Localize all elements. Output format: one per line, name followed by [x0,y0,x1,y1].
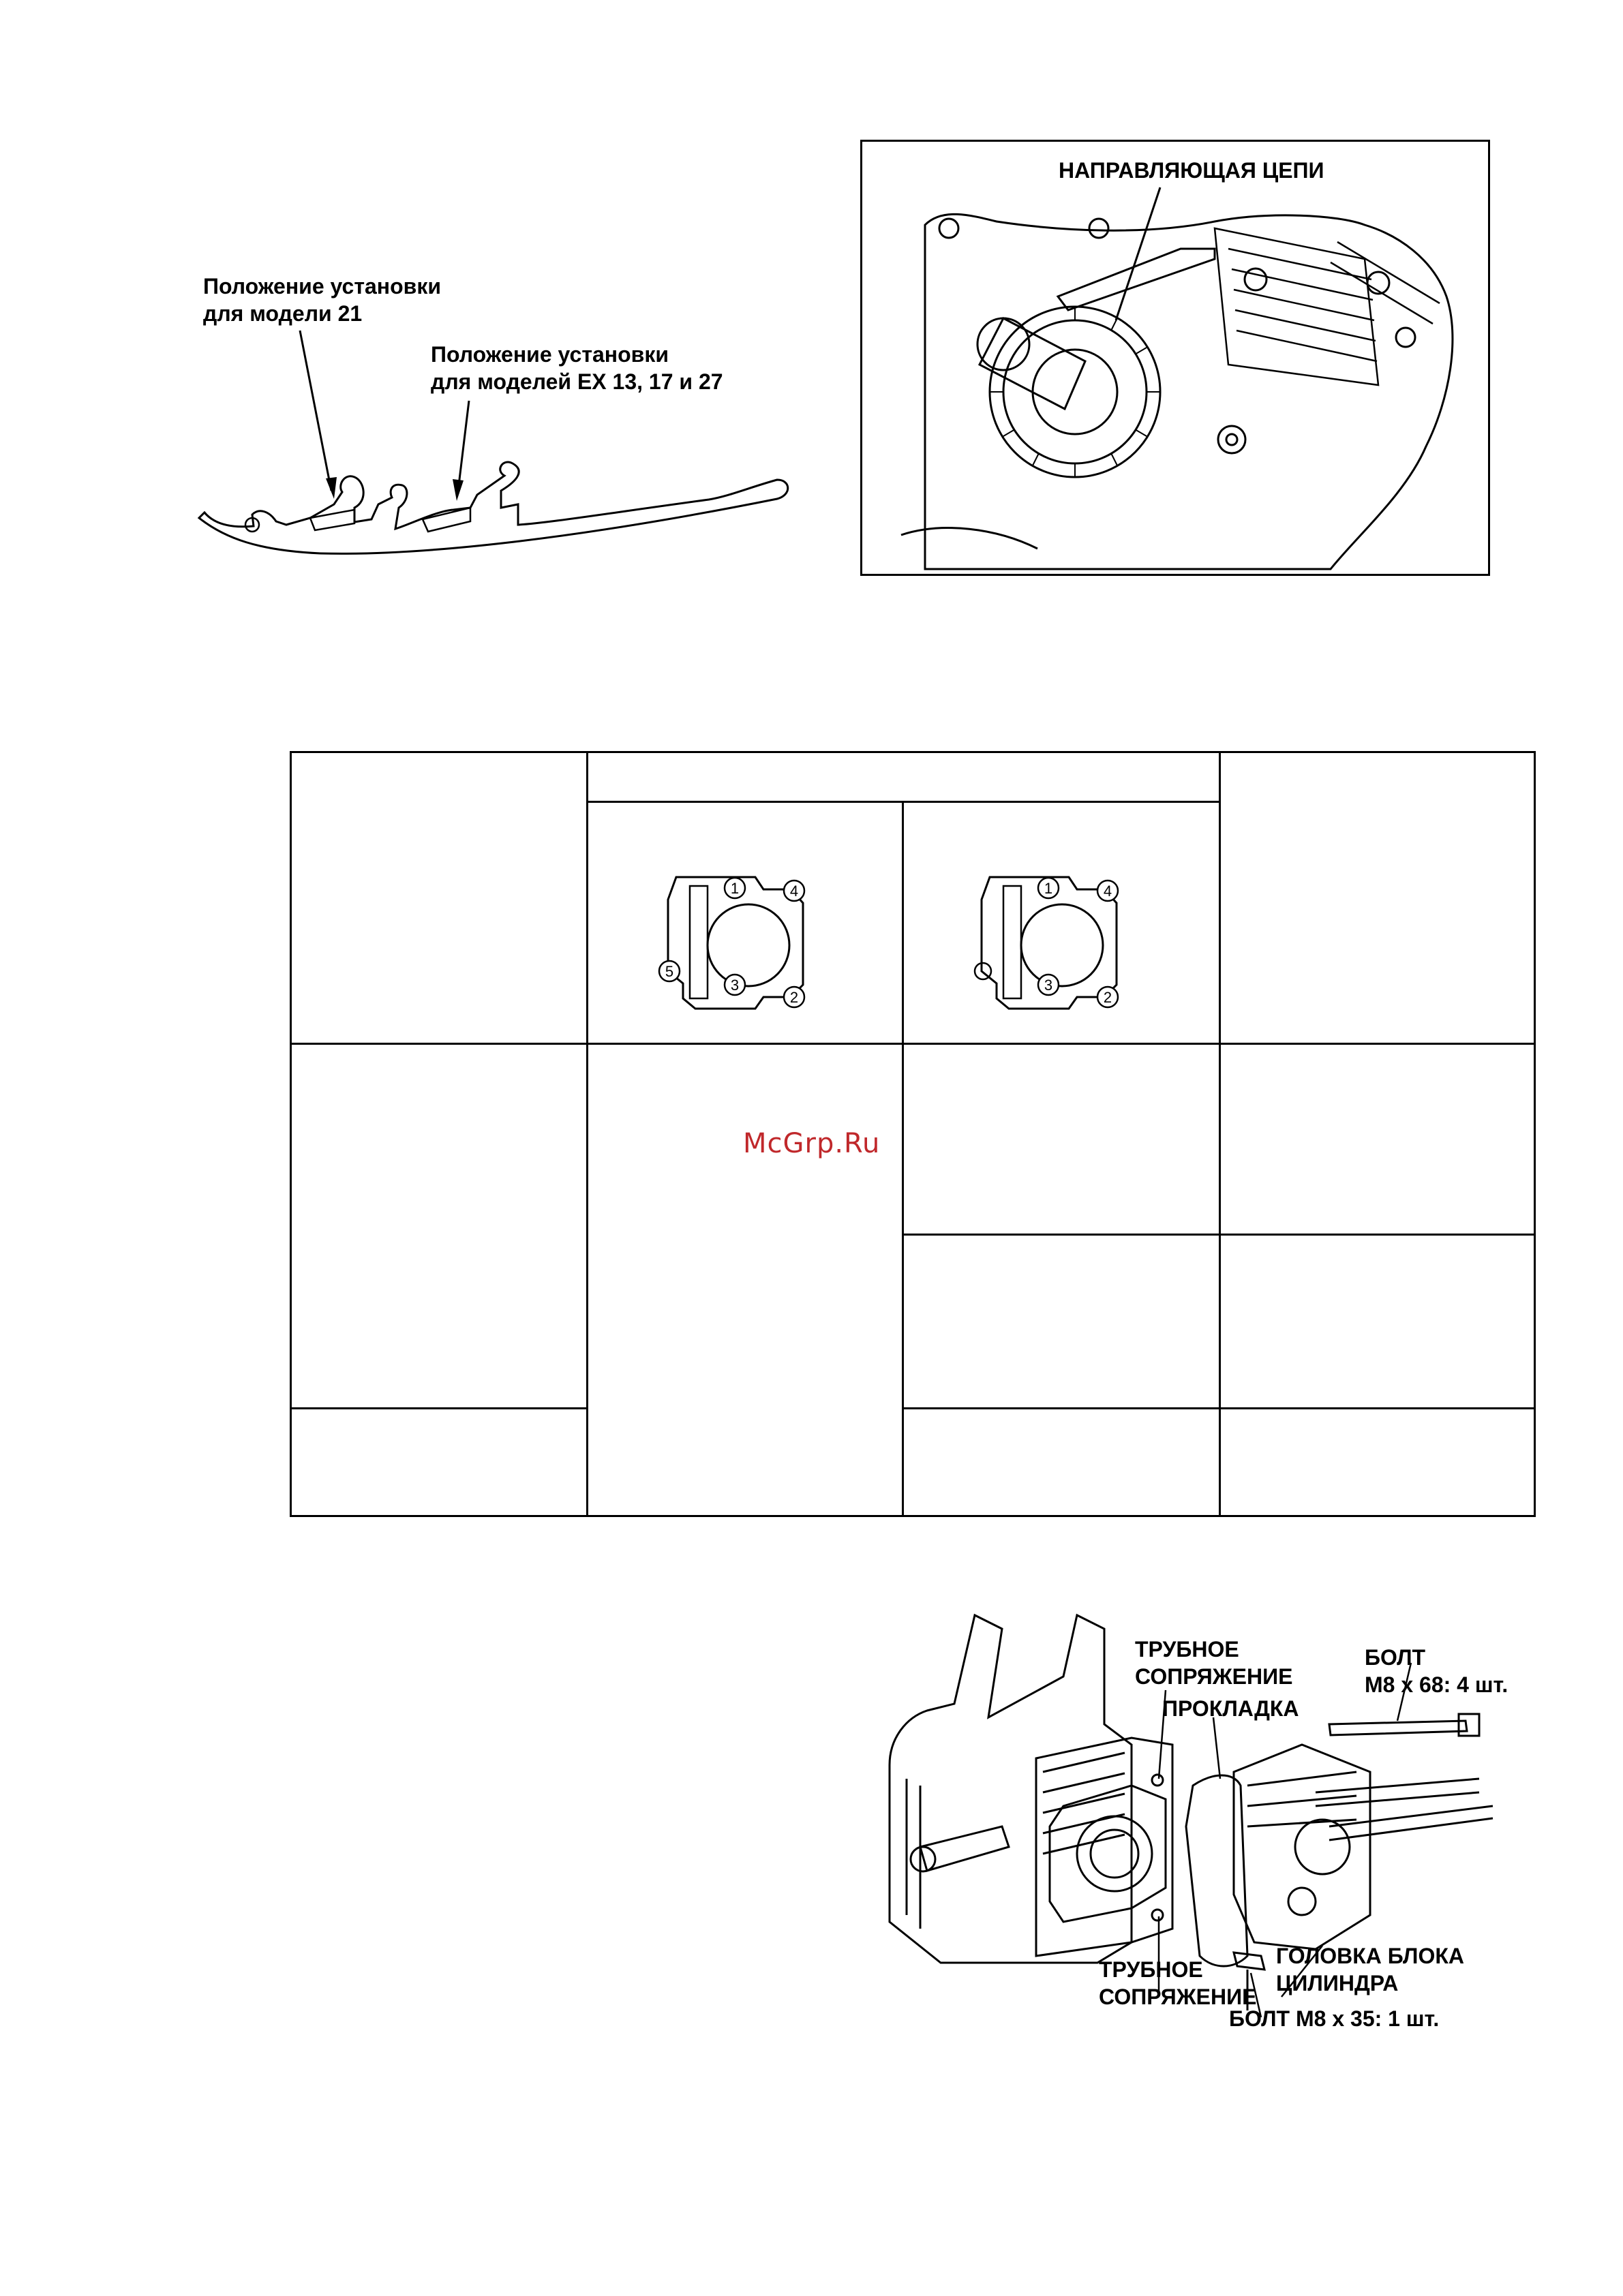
gasket-a-hole-2: 2 [789,989,799,1006]
label-pipe-joint-bottom [1099,1956,1256,2010]
label-bolt-m8x35: БОЛТ M8 x 35: 1 шт. [1229,2006,1440,2031]
label-pipe-joint-top [1135,1636,1292,1690]
label-pipe-joint-top-line2: СОПРЯЖЕНИЕ [1135,1664,1293,1689]
label-cylinder-head-line1: ГОЛОВКА БЛОКА [1276,1944,1464,1968]
label-pipe-joint-top-line1: ТРУБНОЕ [1135,1637,1239,1662]
table-hline-header [586,801,1220,803]
label-bolt-m8x68 [1365,1644,1508,1698]
gasket-b-hole-2: 2 [1103,989,1112,1006]
label-pipe-joint-bottom-line2: СОПРЯЖЕНИЕ [1099,1985,1257,2009]
table-hline-2 [902,1234,1534,1236]
gasket-b-hole-4: 4 [1103,883,1112,900]
label-models-ex-line1: Положение установки [431,342,669,367]
label-model21-line1: Положение установки [203,274,442,299]
table-hline-3 [292,1407,586,1409]
table-vline-3 [1219,753,1221,1515]
gasket-a-hole-1: 1 [730,880,740,897]
label-model21-line2: для модели 21 [203,301,363,326]
gasket-b-hole-1: 1 [1044,880,1053,897]
gasket-a-hole-3: 3 [730,977,740,994]
gasket-a-hole-5: 5 [665,963,674,980]
engine-chain-guide-drawing [860,140,1490,576]
table-vline-1 [586,753,588,1515]
watermark: McGrp.Ru [743,1128,881,1159]
chain-guide-illustration [0,0,818,613]
gasket-4-bolt-diagram [968,869,1138,1026]
table-hline-1 [292,1043,1534,1045]
gasket-5-bolt-diagram [654,869,825,1026]
gasket-a-hole-4: 4 [789,883,799,900]
label-bolt-m8x68-line2: M8 x 68: 4 шт. [1365,1672,1508,1697]
bolt-tightening-table [290,751,1536,1517]
label-cylinder-head-line2: ЦИЛИНДРА [1276,1971,1399,1995]
label-pipe-joint-bottom-line1: ТРУБНОЕ [1099,1957,1203,1982]
label-models-ex-line2: для моделей EX 13, 17 и 27 [431,369,723,394]
label-chain-guide: НАПРАВЛЯЮЩАЯ ЦЕПИ [1059,158,1324,183]
label-gasket: ПРОКЛАДКА [1162,1696,1299,1721]
table-hline-4 [902,1407,1534,1409]
label-bolt-m8x68-line1: БОЛТ [1365,1645,1426,1670]
gasket-b-hole-3: 3 [1044,977,1053,994]
label-cylinder-head [1276,1942,1464,1997]
